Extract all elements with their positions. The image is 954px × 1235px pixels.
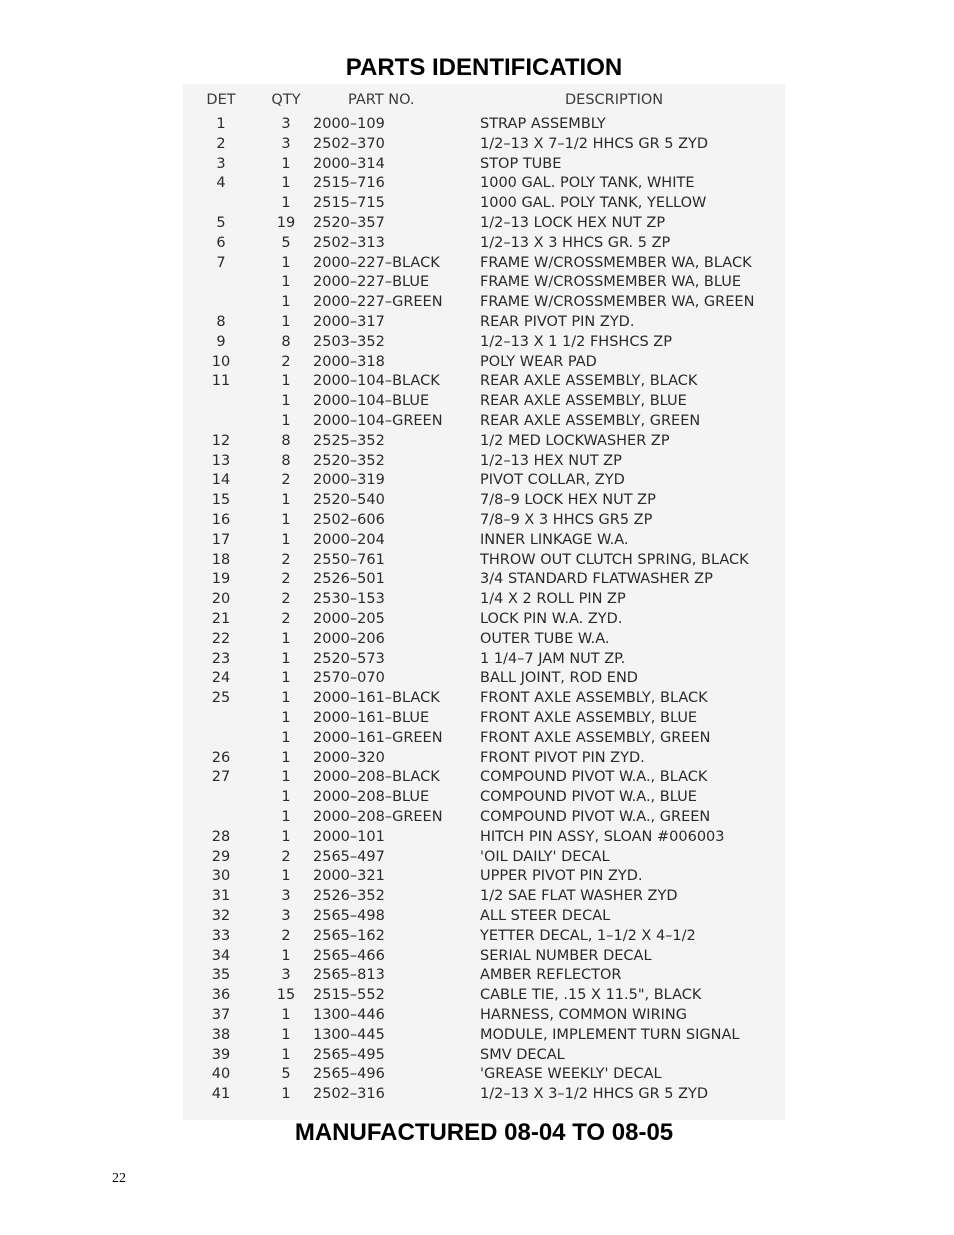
- description-cell: 3/4 STANDARD FLATWASHER ZP: [480, 571, 713, 588]
- det-cell: 4: [216, 175, 226, 192]
- table-row: [183, 530, 785, 550]
- description-cell: 7/8–9 X 3 HHCS GR5 ZP: [480, 512, 653, 528]
- description-cell: PIVOT COLLAR, ZYD: [480, 472, 625, 489]
- table-row: [183, 668, 785, 688]
- table-row: [183, 748, 785, 768]
- table-row: [183, 629, 785, 649]
- table-row: [183, 688, 785, 708]
- part-number-cell: 2503–352: [313, 333, 385, 350]
- det-cell: 23: [211, 650, 231, 667]
- description-cell: UPPER PIVOT PIN ZYD.: [480, 868, 643, 885]
- det-cell: 34: [211, 947, 231, 964]
- det-cell: 16: [211, 512, 231, 528]
- det-cell: 13: [211, 452, 231, 469]
- part-number-cell: 2000–104–BLUE: [313, 393, 430, 410]
- table-row: [183, 807, 785, 827]
- table-row: [183, 490, 785, 510]
- part-number-cell: 2520–573: [313, 650, 385, 667]
- description-cell: 1/2–13 X 1 1/2 FHSHCS ZP: [480, 333, 672, 350]
- qty-cell: 1: [281, 155, 291, 172]
- table-row: [183, 1045, 785, 1065]
- qty-cell: 1: [281, 492, 291, 509]
- det-cell: 3: [216, 155, 226, 172]
- qty-cell: 1: [281, 531, 291, 548]
- table-row: [183, 550, 785, 570]
- description-cell: 1/2–13 LOCK HEX NUT ZP: [480, 215, 666, 231]
- table-row: [183, 411, 785, 431]
- part-number-cell: 2000–104–GREEN: [313, 413, 443, 429]
- part-number-cell: 2520–352: [313, 452, 385, 469]
- table-header: [183, 90, 785, 110]
- part-number-cell: 2565–495: [313, 1046, 385, 1063]
- qty-cell: 1: [281, 749, 291, 766]
- description-cell: 1/2–13 X 3–1/2 HHCS GR 5 ZYD: [480, 1086, 709, 1103]
- qty-cell: 1: [281, 512, 291, 528]
- table-row: [183, 154, 785, 174]
- description-cell: POLY WEAR PAD: [480, 353, 597, 370]
- det-cell: 28: [211, 828, 231, 845]
- table-row: [183, 391, 785, 411]
- table-row: [183, 589, 785, 609]
- part-number-cell: 2515–715: [313, 195, 385, 212]
- description-cell: 1/2–13 HEX NUT ZP: [480, 452, 622, 469]
- table-row: [183, 332, 785, 352]
- page-title: PARTS IDENTIFICATION: [345, 54, 623, 81]
- part-number-cell: 2000–314: [313, 155, 385, 172]
- parts-table: [183, 84, 785, 1120]
- description-cell: FRAME W/CROSSMEMBER WA, GREEN: [480, 294, 755, 311]
- part-number-cell: 2525–352: [313, 432, 385, 449]
- part-number-cell: 2565–162: [313, 927, 385, 944]
- table-row: [183, 1005, 785, 1025]
- det-cell: 24: [211, 670, 231, 687]
- table-row: [183, 193, 785, 213]
- det-cell: 2: [216, 135, 226, 152]
- det-cell: 19: [211, 571, 231, 588]
- part-number-cell: 1300–446: [313, 1007, 385, 1023]
- description-cell: AMBER REFLECTOR: [480, 967, 622, 984]
- table-row: [183, 1084, 785, 1104]
- qty-cell: 1: [281, 650, 291, 667]
- part-number-cell: 2502–370: [313, 135, 385, 152]
- part-number-cell: 2570–070: [313, 670, 385, 687]
- table-row: [183, 866, 785, 886]
- det-cell: 9: [216, 333, 226, 350]
- qty-cell: 1: [281, 1007, 291, 1023]
- table-row: [183, 1064, 785, 1084]
- description-cell: HARNESS, COMMON WIRING: [480, 1007, 688, 1023]
- qty-cell: 15: [276, 987, 296, 1004]
- header-description: DESCRIPTION: [565, 92, 664, 108]
- table-row: [183, 906, 785, 926]
- det-cell: 1: [216, 116, 226, 132]
- det-cell: 11: [211, 373, 231, 390]
- description-cell: FRAME W/CROSSMEMBER WA, BLACK: [480, 254, 752, 271]
- det-cell: 18: [211, 551, 231, 568]
- description-cell: FRONT AXLE ASSEMBLY, GREEN: [480, 729, 711, 746]
- part-number-cell: 2000–109: [313, 116, 385, 132]
- table-row: [183, 728, 785, 748]
- det-cell: 35: [211, 967, 231, 984]
- table-row: [183, 173, 785, 193]
- det-cell: 7: [216, 254, 226, 271]
- description-cell: HITCH PIN ASSY, SLOAN #006003: [480, 828, 725, 845]
- det-cell: 36: [211, 987, 231, 1004]
- det-cell: 32: [211, 908, 231, 924]
- description-cell: STRAP ASSEMBLY: [480, 116, 606, 132]
- part-number-cell: 2565–813: [313, 967, 385, 984]
- det-cell: 22: [211, 630, 231, 647]
- det-cell: 8: [216, 314, 226, 330]
- qty-cell: 1: [281, 1086, 291, 1103]
- qty-cell: 1: [281, 809, 291, 825]
- table-row: [183, 767, 785, 787]
- part-number-cell: 2520–357: [313, 215, 385, 231]
- det-cell: 39: [211, 1046, 231, 1063]
- description-cell: 1 1/4–7 JAM NUT ZP.: [480, 650, 626, 667]
- table-row: [183, 886, 785, 906]
- qty-cell: 1: [281, 710, 291, 726]
- part-number-cell: 2526–352: [313, 888, 385, 905]
- det-cell: 26: [211, 749, 231, 766]
- part-number-cell: 2000–208–BLACK: [313, 769, 440, 786]
- qty-cell: 1: [281, 314, 291, 330]
- det-cell: 6: [216, 234, 226, 251]
- part-number-cell: 2565–498: [313, 908, 385, 924]
- header-det: DET: [206, 92, 236, 108]
- description-cell: SMV DECAL: [480, 1046, 565, 1063]
- description-cell: 1/4 X 2 ROLL PIN ZP: [480, 591, 626, 608]
- description-cell: REAR PIVOT PIN ZYD.: [480, 314, 635, 330]
- description-cell: REAR AXLE ASSEMBLY, GREEN: [480, 413, 701, 429]
- table-row: [183, 569, 785, 589]
- part-number-cell: 2000–205: [313, 611, 385, 627]
- part-number-cell: 2000–227–BLUE: [313, 274, 430, 291]
- det-cell: 21: [211, 611, 231, 627]
- qty-cell: 1: [281, 1046, 291, 1063]
- det-cell: 33: [211, 927, 231, 944]
- description-cell: 'GREASE WEEKLY' DECAL: [480, 1066, 662, 1083]
- qty-cell: 2: [281, 611, 291, 627]
- header-qty: QTY: [271, 92, 301, 108]
- page-number: 22: [112, 1171, 126, 1186]
- part-number-cell: 2565–466: [313, 947, 385, 964]
- det-cell: 15: [211, 492, 231, 509]
- description-cell: COMPOUND PIVOT W.A., GREEN: [480, 809, 711, 825]
- qty-cell: 1: [281, 630, 291, 647]
- qty-cell: 3: [281, 908, 291, 924]
- table-row: [183, 708, 785, 728]
- part-number-cell: 2000–104–BLACK: [313, 373, 440, 390]
- header-part-no: PART NO.: [348, 92, 415, 108]
- description-cell: 1000 GAL. POLY TANK, YELLOW: [480, 195, 707, 212]
- part-number-cell: 2565–497: [313, 848, 385, 865]
- qty-cell: 8: [281, 333, 291, 350]
- part-number-cell: 1300–445: [313, 1026, 385, 1043]
- table-row: [183, 926, 785, 946]
- qty-cell: 1: [281, 690, 291, 707]
- description-cell: ALL STEER DECAL: [480, 908, 611, 924]
- description-cell: LOCK PIN W.A. ZYD.: [480, 611, 623, 627]
- part-number-cell: 2000–321: [313, 868, 385, 885]
- table-row: [183, 233, 785, 253]
- part-number-cell: 2000–206: [313, 630, 385, 647]
- description-cell: REAR AXLE ASSEMBLY, BLACK: [480, 373, 698, 390]
- description-cell: 1/2–13 X 3 HHCS GR. 5 ZP: [480, 234, 671, 251]
- part-number-cell: 2000–161–BLUE: [313, 710, 430, 726]
- qty-cell: 5: [281, 234, 291, 251]
- part-number-cell: 2565–496: [313, 1066, 385, 1083]
- qty-cell: 1: [281, 373, 291, 390]
- table-row: [183, 1025, 785, 1045]
- qty-cell: 3: [281, 888, 291, 905]
- description-cell: OUTER TUBE W.A.: [480, 630, 610, 647]
- qty-cell: 1: [281, 670, 291, 687]
- det-cell: 38: [211, 1026, 231, 1043]
- description-cell: 1/2 MED LOCKWASHER ZP: [480, 432, 670, 449]
- qty-cell: 2: [281, 927, 291, 944]
- qty-cell: 2: [281, 353, 291, 370]
- det-cell: 29: [211, 848, 231, 865]
- det-cell: 25: [211, 690, 231, 707]
- part-number-cell: 2000–227–GREEN: [313, 294, 443, 311]
- table-row: [183, 431, 785, 451]
- qty-cell: 2: [281, 551, 291, 568]
- qty-cell: 1: [281, 195, 291, 212]
- table-row: [183, 312, 785, 332]
- description-cell: 'OIL DAILY' DECAL: [480, 848, 610, 865]
- det-cell: 41: [211, 1086, 231, 1103]
- description-cell: STOP TUBE: [480, 155, 562, 172]
- qty-cell: 1: [281, 175, 291, 192]
- table-row: [183, 253, 785, 273]
- part-number-cell: 2000–208–BLUE: [313, 789, 430, 806]
- description-cell: FRONT AXLE ASSEMBLY, BLACK: [480, 690, 708, 707]
- table-row: [183, 292, 785, 312]
- description-cell: COMPOUND PIVOT W.A., BLUE: [480, 789, 697, 806]
- part-number-cell: 2530–153: [313, 591, 385, 608]
- table-row: [183, 946, 785, 966]
- part-number-cell: 2502–316: [313, 1086, 385, 1103]
- det-cell: 17: [211, 531, 231, 548]
- description-cell: CABLE TIE, .15 X 11.5", BLACK: [480, 987, 702, 1004]
- qty-cell: 1: [281, 729, 291, 746]
- description-cell: 1000 GAL. POLY TANK, WHITE: [480, 175, 695, 192]
- part-number-cell: 2550–761: [313, 551, 385, 568]
- table-row: [183, 470, 785, 490]
- table-row: [183, 114, 785, 134]
- det-cell: 40: [211, 1066, 231, 1083]
- det-cell: 5: [216, 215, 226, 231]
- description-cell: REAR AXLE ASSEMBLY, BLUE: [480, 393, 687, 410]
- part-number-cell: 2520–540: [313, 492, 385, 509]
- table-row: [183, 609, 785, 629]
- table-row: [183, 134, 785, 154]
- qty-cell: 1: [281, 1026, 291, 1043]
- manufactured-range: MANUFACTURED 08-04 TO 08-05: [294, 1119, 674, 1146]
- part-number-cell: 2526–501: [313, 571, 385, 588]
- description-cell: 1/2 SAE FLAT WASHER ZYD: [480, 888, 678, 905]
- det-cell: 37: [211, 1007, 231, 1023]
- table-row: [183, 847, 785, 867]
- table-row: [183, 451, 785, 471]
- det-cell: 27: [211, 769, 231, 786]
- description-cell: FRAME W/CROSSMEMBER WA, BLUE: [480, 274, 742, 291]
- qty-cell: 1: [281, 769, 291, 786]
- qty-cell: 1: [281, 868, 291, 885]
- part-number-cell: 2515–716: [313, 175, 385, 192]
- qty-cell: 1: [281, 254, 291, 271]
- table-row: [183, 787, 785, 807]
- part-number-cell: 2000–317: [313, 314, 385, 330]
- part-number-cell: 2000–208–GREEN: [313, 809, 443, 825]
- table-row: [183, 985, 785, 1005]
- description-cell: BALL JOINT, ROD END: [480, 670, 638, 687]
- qty-cell: 3: [281, 116, 291, 132]
- table-row: [183, 965, 785, 985]
- det-cell: 12: [211, 432, 231, 449]
- det-cell: 10: [211, 353, 231, 370]
- table-row: [183, 352, 785, 372]
- description-cell: FRONT PIVOT PIN ZYD.: [480, 749, 645, 766]
- qty-cell: 8: [281, 432, 291, 449]
- qty-cell: 5: [281, 1066, 291, 1083]
- part-number-cell: 2502–313: [313, 234, 385, 251]
- part-number-cell: 2000–101: [313, 828, 385, 845]
- qty-cell: 3: [281, 967, 291, 984]
- description-cell: 7/8–9 LOCK HEX NUT ZP: [480, 492, 656, 509]
- part-number-cell: 2000–161–GREEN: [313, 729, 443, 746]
- qty-cell: 2: [281, 591, 291, 608]
- table-row: [183, 371, 785, 391]
- part-number-cell: 2515–552: [313, 987, 385, 1004]
- table-row: [183, 213, 785, 233]
- qty-cell: 2: [281, 571, 291, 588]
- part-number-cell: 2000–161–BLACK: [313, 690, 440, 707]
- description-cell: THROW OUT CLUTCH SPRING, BLACK: [480, 551, 749, 568]
- description-cell: SERIAL NUMBER DECAL: [480, 947, 652, 964]
- table-row: [183, 272, 785, 292]
- description-cell: YETTER DECAL, 1–1/2 X 4–1/2: [480, 927, 696, 944]
- part-number-cell: 2000–319: [313, 472, 385, 489]
- qty-cell: 1: [281, 413, 291, 429]
- qty-cell: 1: [281, 947, 291, 964]
- qty-cell: 2: [281, 472, 291, 489]
- qty-cell: 3: [281, 135, 291, 152]
- qty-cell: 1: [281, 828, 291, 845]
- part-number-cell: 2000–318: [313, 353, 385, 370]
- qty-cell: 19: [276, 215, 296, 231]
- description-cell: FRONT AXLE ASSEMBLY, BLUE: [480, 710, 698, 726]
- table-row: [183, 649, 785, 669]
- description-cell: INNER LINKAGE W.A.: [480, 531, 629, 548]
- qty-cell: 2: [281, 848, 291, 865]
- qty-cell: 1: [281, 393, 291, 410]
- part-number-cell: 2000–320: [313, 749, 385, 766]
- det-cell: 30: [211, 868, 231, 885]
- description-cell: COMPOUND PIVOT W.A., BLACK: [480, 769, 708, 786]
- det-cell: 14: [211, 472, 231, 489]
- qty-cell: 1: [281, 789, 291, 806]
- part-number-cell: 2502–606: [313, 512, 385, 528]
- qty-cell: 1: [281, 274, 291, 291]
- qty-cell: 1: [281, 294, 291, 311]
- det-cell: 20: [211, 591, 231, 608]
- table-row: [183, 510, 785, 530]
- part-number-cell: 2000–227–BLACK: [313, 254, 440, 271]
- table-row: [183, 827, 785, 847]
- description-cell: MODULE, IMPLEMENT TURN SIGNAL: [480, 1026, 740, 1043]
- det-cell: 31: [211, 888, 231, 905]
- description-cell: 1/2–13 X 7–1/2 HHCS GR 5 ZYD: [480, 135, 709, 152]
- part-number-cell: 2000–204: [313, 531, 385, 548]
- qty-cell: 8: [281, 452, 291, 469]
